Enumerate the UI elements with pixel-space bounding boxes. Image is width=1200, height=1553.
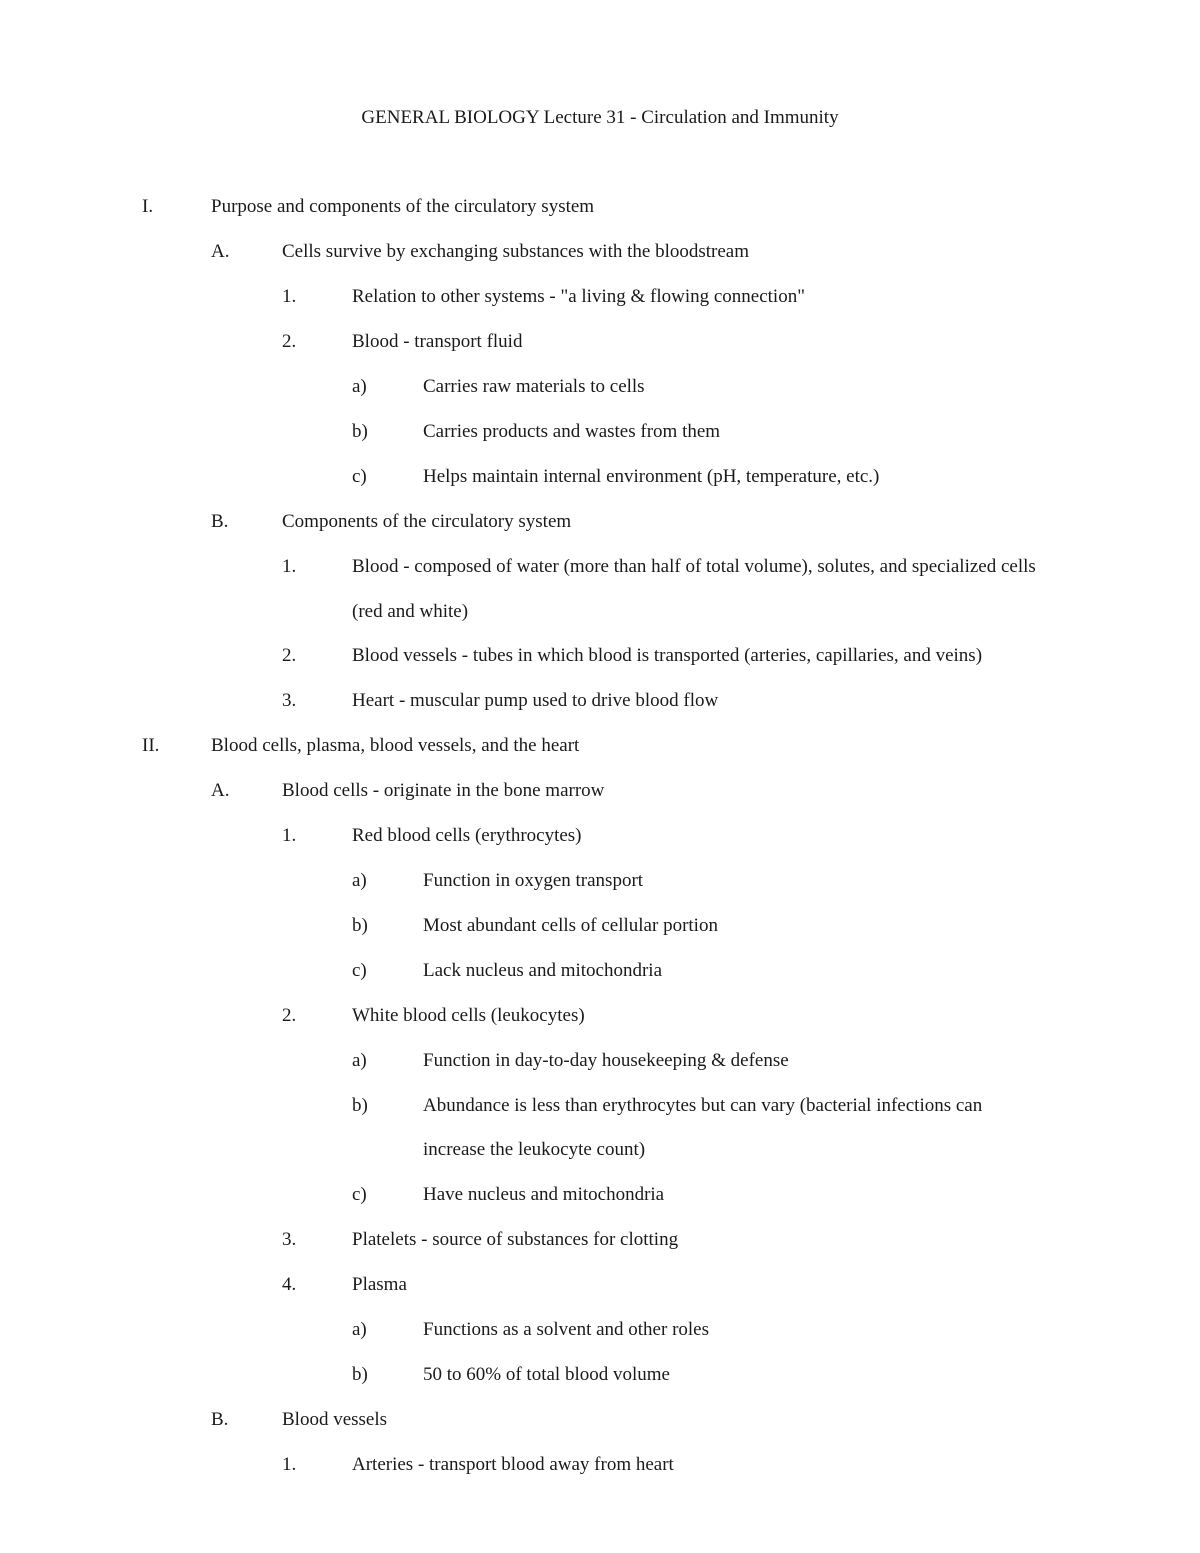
outline-marker: c) [352, 1184, 367, 1205]
outline-marker: 2. [282, 331, 297, 352]
outline-marker: a) [352, 1319, 367, 1340]
outline-marker: 1. [282, 1454, 297, 1475]
outline-text: 50 to 60% of total blood volume [423, 1364, 670, 1385]
outline-marker: A. [211, 780, 230, 801]
outline-marker: b) [352, 421, 368, 442]
outline-text: Abundance is less than erythrocytes but can vary (bacterial infections can [423, 1095, 983, 1116]
outline-text: Red blood cells (erythrocytes) [352, 825, 582, 846]
outline-marker: 1. [282, 556, 297, 577]
outline-text: increase the leukocyte count) [423, 1139, 646, 1160]
outline-text: Function in oxygen transport [423, 870, 644, 891]
outline-text: Lack nucleus and mitochondria [423, 960, 663, 981]
outline-marker: a) [352, 376, 367, 397]
outline-text: Platelets - source of substances for clotting [352, 1229, 679, 1250]
outline-marker: 2. [282, 1005, 297, 1026]
outline-text: Relation to other systems - "a living & flowing connection" [352, 286, 805, 307]
outline-text: Heart - muscular pump used to drive blood flow [352, 690, 719, 711]
outline-marker: I. [142, 196, 154, 217]
outline-text: Most abundant cells of cellular portion [423, 915, 718, 936]
outline-text: Cells survive by exchanging substances with the bloodstream [282, 241, 749, 262]
outline-marker: a) [352, 1050, 367, 1071]
outline-text: Plasma [352, 1274, 407, 1295]
outline-text: Function in day-to-day housekeeping & defense [423, 1050, 789, 1071]
outline-marker: 4. [282, 1274, 297, 1295]
outline-marker: 3. [282, 690, 297, 711]
document-title: GENERAL BIOLOGY Lecture 31 - Circulation and Immunity [361, 107, 839, 128]
outline-marker: b) [352, 1364, 368, 1385]
outline-text: Purpose and components of the circulatory system [211, 196, 595, 217]
outline-marker: c) [352, 960, 367, 981]
outline-text: Blood vessels [282, 1409, 388, 1430]
outline-text: Blood cells, plasma, blood vessels, and the heart [211, 735, 580, 756]
outline-text: White blood cells (leukocytes) [352, 1005, 585, 1026]
outline-marker: b) [352, 1095, 368, 1116]
outline-marker: 2. [282, 645, 297, 666]
outline-marker: A. [211, 241, 230, 262]
outline-marker: a) [352, 870, 367, 891]
outline-marker: b) [352, 915, 368, 936]
outline-text: Arteries - transport blood away from heart [352, 1454, 674, 1475]
outline-marker: B. [211, 511, 229, 532]
outline-text: Have nucleus and mitochondria [423, 1184, 665, 1205]
outline-text: Blood - composed of water (more than half of total volume), solutes, and specialized cells [352, 556, 1036, 577]
outline-marker: 3. [282, 1229, 297, 1250]
outline-marker: 1. [282, 286, 297, 307]
outline-text: Components of the circulatory system [282, 511, 572, 532]
outline-marker: II. [142, 735, 160, 756]
outline-text: (red and white) [352, 601, 469, 622]
outline-text: Blood - transport fluid [352, 331, 523, 352]
outline-text: Functions as a solvent and other roles [423, 1319, 710, 1340]
outline-text: Carries products and wastes from them [423, 421, 721, 442]
outline-text: Carries raw materials to cells [423, 376, 645, 397]
outline-text: Blood cells - originate in the bone marrow [282, 780, 605, 801]
outline-marker: B. [211, 1409, 229, 1430]
outline-marker: 1. [282, 825, 297, 846]
outline-text: Helps maintain internal environment (pH, temperature, etc.) [423, 466, 880, 487]
outline-marker: c) [352, 466, 367, 487]
outline-text: Blood vessels - tubes in which blood is transported (arteries, capillaries, and veins) [352, 645, 983, 666]
